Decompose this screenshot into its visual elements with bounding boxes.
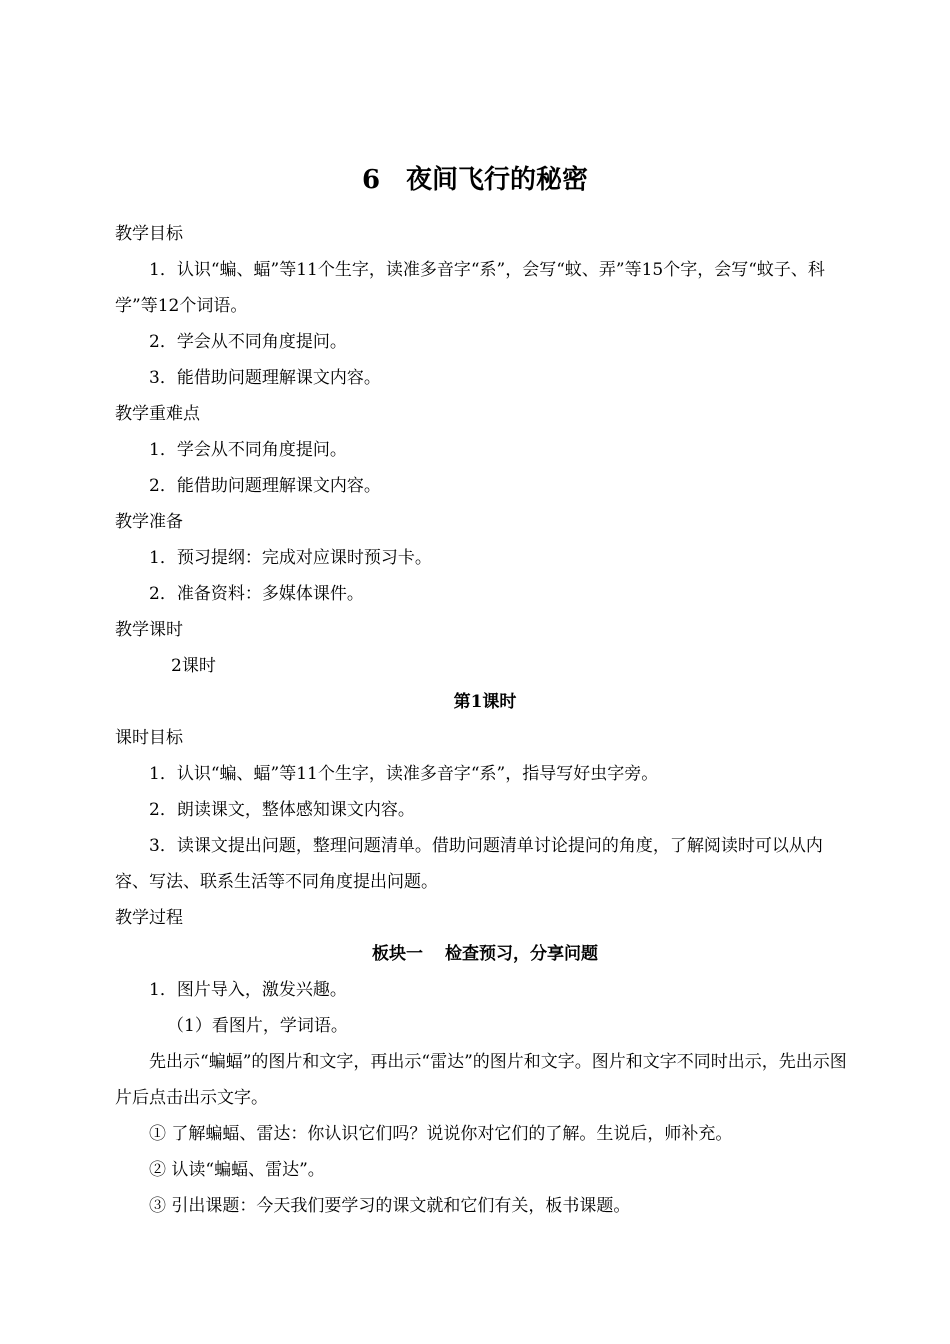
goal-item: 1．认识“蝙、蝠”等11个生字，读准多音字“系”，指导写好虫字旁。 [149, 764, 659, 784]
preparation-item: 2．准备资料：多媒体课件。 [149, 584, 364, 604]
lesson-title [0, 162, 950, 198]
section-heading-preparation: 教学准备 [115, 512, 183, 532]
lesson-number: 6 [361, 165, 381, 195]
section-heading-process: 教学过程 [115, 908, 183, 928]
hours-value: 2课时 [171, 656, 216, 676]
goal-item: 2．朗读课文，整体感知课文内容。 [149, 800, 415, 820]
lesson-title-text: 夜间飞行的秘密 [406, 165, 589, 195]
block-title-part2: 检查预习，分享问题 [445, 944, 598, 964]
preparation-item: 1．预习提纲：完成对应课时预习卡。 [149, 548, 432, 568]
process-point: ② 认读“蝙蝠、雷达”。 [149, 1160, 325, 1180]
document-body [115, 216, 855, 1224]
process-step: 1．图片导入，激发兴趣。 [149, 980, 347, 1000]
lesson-1-heading: 第1课时 [453, 692, 517, 712]
objective-item: 1．认识“蝙、蝠”等11个生字，读准多音字“系”，会写“蚊、弄”等15个字，会写“蚊子、科学”等12个词语。 [115, 260, 825, 316]
process-paragraph: 先出示“蝙蝠”的图片和文字，再出示“雷达”的图片和文字。图片和文字不同时出示，先出示图片后点击出示文字。 [115, 1052, 847, 1108]
section-heading-hours: 教学课时 [115, 620, 183, 640]
goal-item: 3．读课文提出问题，整理问题清单。借助问题清单讨论提问的角度，了解阅读时可以从内容、写法、联系生活等不同角度提出问题。 [115, 836, 823, 892]
process-substep: （1）看图片，学词语。 [167, 1016, 348, 1036]
process-point: ③ 引出课题：今天我们要学习的课文就和它们有关，板书课题。 [149, 1196, 631, 1216]
objective-item: 3．能借助问题理解课文内容。 [149, 368, 381, 388]
block-title [115, 936, 855, 972]
keypoint-item: 1．学会从不同角度提问。 [149, 440, 347, 460]
block-title-part1: 板块一 [372, 944, 423, 964]
section-heading-goals: 课时目标 [115, 728, 183, 748]
process-point: ① 了解蝙蝠、雷达：你认识它们吗？说说你对它们的了解。生说后，师补充。 [149, 1124, 733, 1144]
section-heading-objectives: 教学目标 [115, 224, 183, 244]
section-heading-keypoints: 教学重难点 [115, 404, 200, 424]
keypoint-item: 2．能借助问题理解课文内容。 [149, 476, 381, 496]
objective-item: 2．学会从不同角度提问。 [149, 332, 347, 352]
